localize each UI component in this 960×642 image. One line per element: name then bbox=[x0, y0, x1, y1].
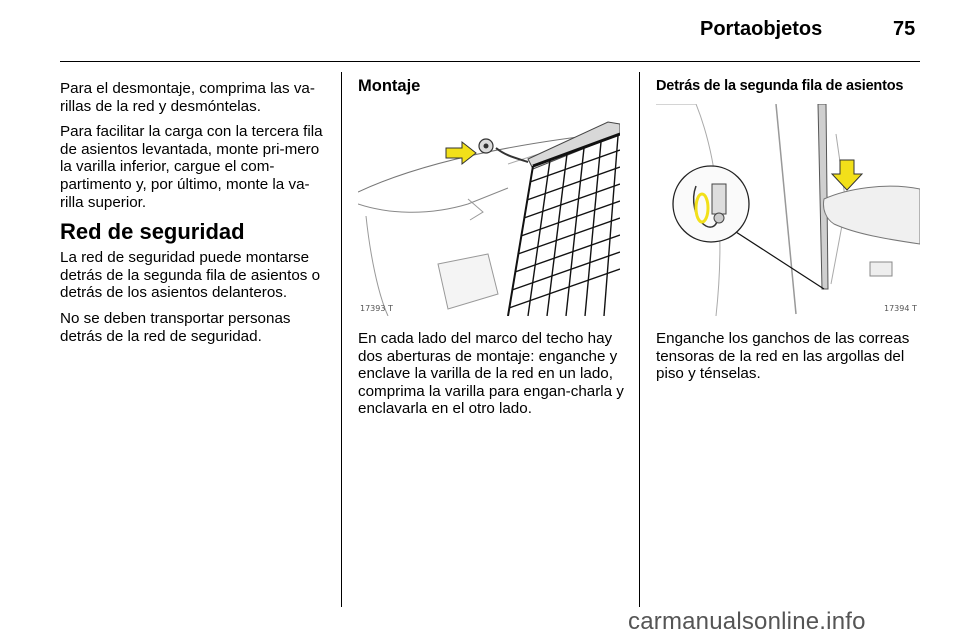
column-divider bbox=[341, 72, 342, 607]
figure-code: 17393 T bbox=[360, 304, 393, 313]
page-header-title: Portaobjetos bbox=[700, 18, 823, 40]
subsection-heading: Detrás de la segunda fila de asientos bbox=[656, 78, 904, 94]
column-1 bbox=[60, 80, 325, 353]
column-divider bbox=[639, 72, 640, 607]
figure-code: 17394 T bbox=[884, 304, 917, 313]
subsection-heading: Montaje bbox=[358, 77, 421, 95]
figure-cargo-net-mounting bbox=[358, 104, 620, 316]
figure-strap-hooks bbox=[656, 104, 920, 316]
column-2-body bbox=[358, 330, 624, 426]
paragraph: Enganche los ganchos de las correas tensoras de la red en las argollas del piso y ténselas. bbox=[656, 330, 910, 383]
paragraph: No se deben transportar personas detrás de la red de seguridad. bbox=[60, 309, 291, 345]
column-3-body bbox=[656, 330, 924, 391]
paragraph: Para facilitar la carga con la tercera fila de asientos levantada, monte pri-mero la varilla inferior, cargue el com-partimento y, por último, monte la va-rilla superior. bbox=[60, 123, 323, 211]
paragraph: La red de seguridad puede montarse detrás de la segunda fila de asientos o detrás de los asientos delanteros. bbox=[60, 249, 321, 302]
header-rule bbox=[60, 61, 920, 62]
paragraph: En cada lado del marco del techo hay dos aberturas de montaje: enganche y enclave la varilla de la red en un lado, comprima la varilla para engan-charla y enclavarla en el otro lado. bbox=[358, 330, 624, 418]
strap-hook-illustration bbox=[656, 104, 920, 316]
page-number: 75 bbox=[893, 18, 916, 40]
cargo-net-illustration bbox=[358, 104, 620, 316]
section-heading: Red de seguridad bbox=[60, 219, 245, 245]
watermark: carmanualsonline.info bbox=[628, 608, 866, 635]
paragraph: Para el desmontaje, comprima las va-rillas de la red y desmóntelas. bbox=[60, 80, 315, 115]
column-2 bbox=[358, 78, 624, 96]
column-3 bbox=[656, 78, 924, 96]
